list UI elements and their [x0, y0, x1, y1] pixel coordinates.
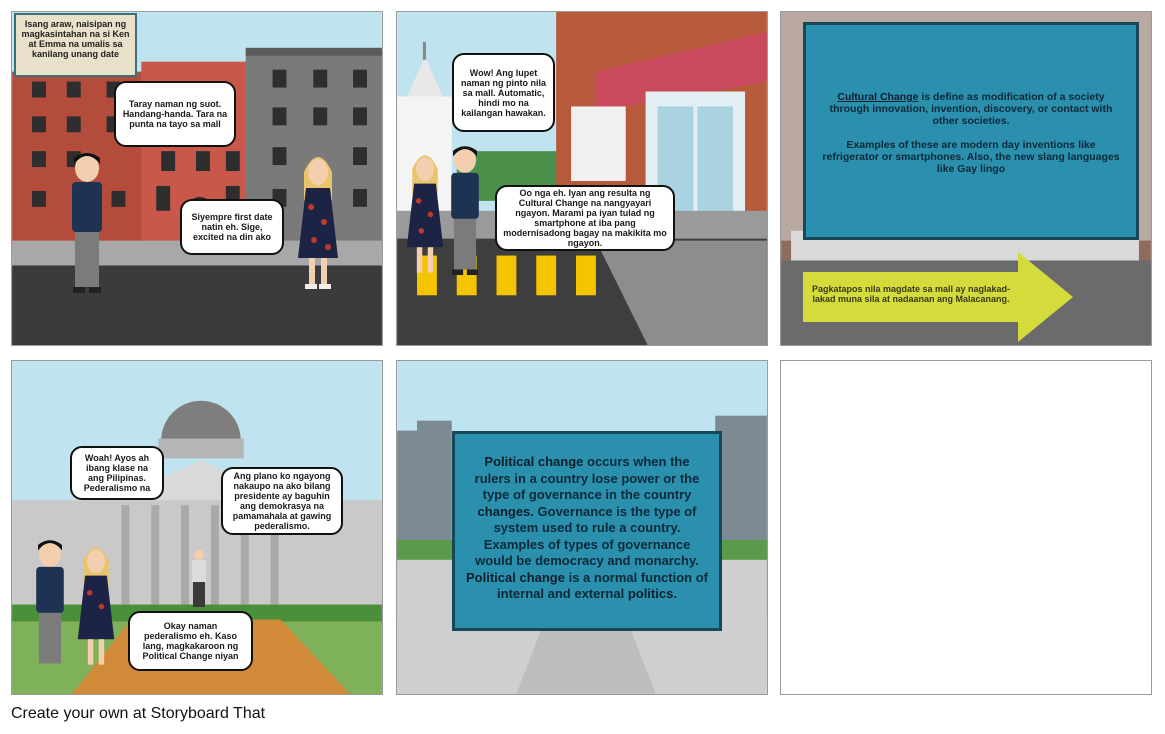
- definition-text: is define as modification of a society through innovation, invention, discovery, or contact with other societies.: [829, 91, 1113, 127]
- ken-character: [62, 152, 112, 297]
- info-emphasis-changes: changes: [477, 503, 531, 519]
- political-change-info-box: [452, 431, 722, 631]
- emma-character: [76, 539, 116, 674]
- panel-3: [780, 11, 1152, 346]
- speech-bubble-ken: Oo nga eh. Iyan ang resulta ng Cultural Change na nangyayari ngayon. Marami pa iyan tulad ng smartphone at iba pang modernisadong bagay na makikita mo ngayon.: [495, 185, 675, 251]
- emma-character: [296, 152, 340, 292]
- narration-caption: Isang araw, naisipan ng magkasintahan na si Ken at Emma na umalis sa kanilang unang date: [14, 13, 137, 77]
- cultural-change-term: Cultural Change: [837, 91, 919, 103]
- panel-1: [11, 11, 383, 346]
- arrow-caption: Pagkatapos nila magdate sa mall ay naglakad-lakad muna sila at nadaanan ang Malacanang.: [811, 284, 1011, 304]
- cultural-change-examples: Examples of these are modern day inventions like refrigerator or smartphones. Also, the new slang languages like Gay lingo: [822, 139, 1120, 175]
- cultural-change-info-box: [803, 22, 1139, 240]
- political-change-term-2: Political change: [466, 569, 565, 585]
- speech-bubble-ken: Taray naman ng suot. Handang-handa. Tara na punta na tayo sa mall: [114, 81, 236, 147]
- info-emphasis-politics: politics: [627, 586, 674, 601]
- info-text-2: . Governance is the type of system used to rule a country. Examples of types of governance would be democracy and monarchy.: [475, 503, 699, 568]
- ken-character: [27, 536, 73, 676]
- panel-2: [396, 11, 768, 346]
- panel-4: [11, 360, 383, 695]
- speech-bubble-emma: Siyempre first date natin eh. Sige, excited na din ako: [180, 199, 284, 255]
- speech-bubble-ken: Woah! Ayos ah ibang klase na ang Pilipinas. Pederalismo na: [70, 446, 164, 500]
- speech-bubble-president: Ang plano ko ngayong nakaupo na ako bilang presidente ay baguhin ang demokrasya na pamamahala at gawing pederalismo.: [221, 467, 343, 535]
- info-text-4: .: [673, 586, 677, 601]
- political-change-term: Political change: [484, 454, 584, 469]
- panel-6-empty: [780, 360, 1152, 695]
- ken-character: [442, 142, 488, 282]
- info-text-1: occurs when the rulers in a country lose power or the type of governance in the country: [474, 454, 700, 502]
- president-character: [188, 549, 210, 609]
- panel-5: [396, 360, 768, 695]
- footer-credit[interactable]: Create your own at Storyboard That: [11, 705, 266, 722]
- speech-bubble-emma: Wow! Ang lupet naman ng pinto nila sa mall. Automatic, hindi mo na kailangan hawakan.: [452, 53, 555, 132]
- emma-character: [405, 147, 445, 282]
- info-text-3: is a normal function of internal and external: [497, 569, 708, 601]
- speech-bubble-emma: Okay naman pederalismo eh. Kaso lang, magkakaroon ng Political Change niyan: [128, 611, 253, 671]
- cultural-change-definition: [820, 91, 1122, 127]
